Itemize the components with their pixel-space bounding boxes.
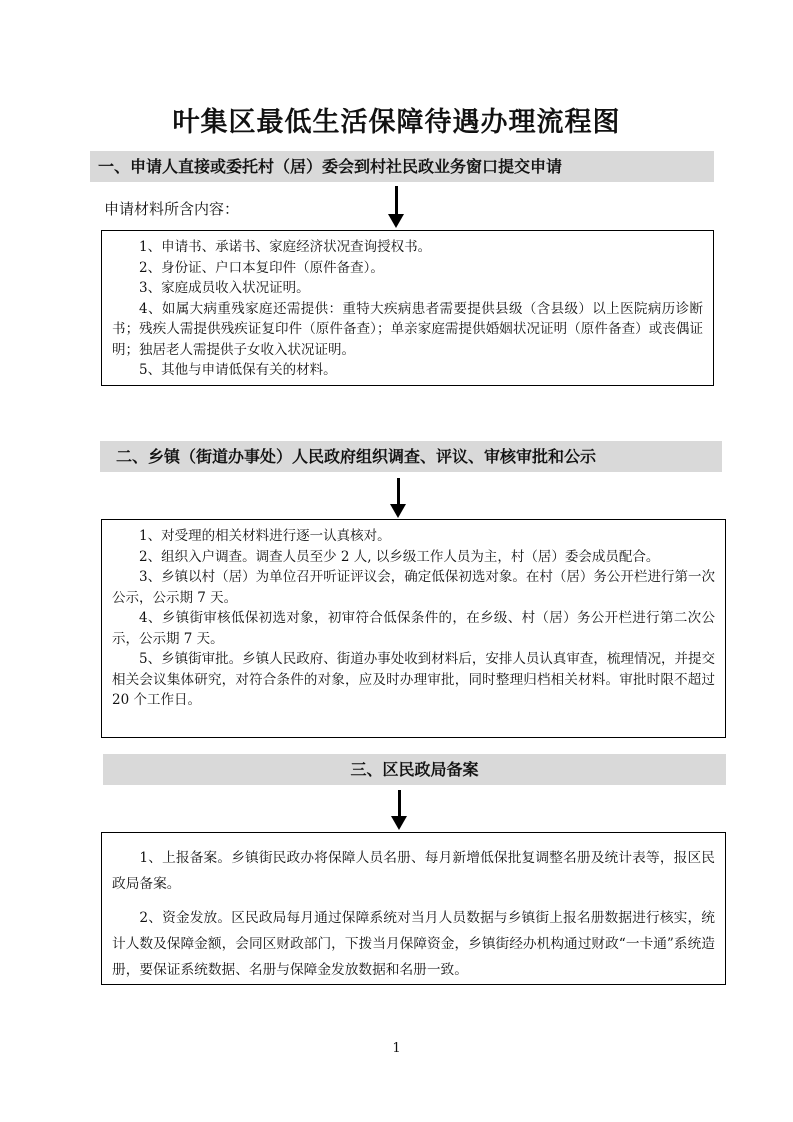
step-1-materials-box [101, 230, 714, 386]
list-item: 5、乡镇街审批。乡镇人民政府、街道办事处收到材料后，安排人员认真审查，梳理情况，并提交相关会议集体研究，对符合条件的对象，应及时办理审批，同时整理归档相关材料。审批时限不超过 20 个工作日。 [112, 651, 715, 708]
materials-label: 申请材料所含内容： [104, 200, 240, 218]
step-2-details-box [101, 519, 726, 738]
step-3-details-box [101, 832, 726, 985]
list-item: 4、如属大病重残家庭还需提供：重特大疾病患者需要提供县级（含县级）以上医院病历诊断书；残疾人需提供残疾证复印件（原件备查）；单亲家庭需提供婚姻状况证明（原件备查）或丧偶证明；独居老人需提供子女收入状况证明。 [112, 300, 703, 358]
list-item: 1、申请书、承诺书、家庭经济状况查询授权书。 [139, 239, 432, 255]
page-number: 1 [392, 1041, 401, 1056]
list-item: 2、身份证、户口本复印件（原件备查）。 [139, 259, 384, 276]
list-item: 1、上报备案。乡镇街民政办将保障人员名册、每月新增低保批复调整名册及统计表等，报区民政局备案。 [112, 850, 715, 892]
list-item: 1、对受理的相关材料进行逐一认真核对。 [139, 528, 391, 544]
step-2-heading: 二、乡镇（街道办事处）人民政府组织调查、评议、审核审批和公示 [100, 441, 722, 472]
list-item: 4、乡镇街审核低保初选对象，初审符合低保条件的，在乡级、村（居）务公开栏进行第二次公示，公示期 7 天。 [112, 610, 715, 647]
list-item: 2、资金发放。区民政局每月通过保障系统对当月人员数据与乡镇街上报名册数据进行核实，统计人数及保障金额，会同区财政部门，下拨当月保障资金，乡镇街经办机构通过财政“一卡通”系统造册，要保证系统数据、名册与保障金发放数据和名册一致。 [112, 910, 715, 978]
step-3-heading: 三、区民政局备案 [103, 754, 726, 785]
list-item: 3、乡镇以村（居）为单位召开听证评议会，确定低保初选对象。在村（居）务公开栏进行第一次公示，公示期 7 天。 [112, 569, 715, 606]
document-title: 叶集区最低生活保障待遇办理流程图 [172, 107, 621, 138]
down-arrow-icon [386, 186, 406, 230]
list-item: 2、组织入户调查。调查人员至少 2 人, 以乡级工作人员为主，村（居）委会成员配合。 [139, 548, 660, 565]
down-arrow-icon [388, 478, 408, 520]
list-item: 5、其他与申请低保有关的材料。 [139, 362, 337, 378]
step-1-heading: 一、申请人直接或委托村（居）委会到村社民政业务窗口提交申请 [90, 151, 714, 182]
list-item: 3、家庭成员收入状况证明。 [139, 280, 310, 296]
down-arrow-icon [389, 790, 409, 832]
